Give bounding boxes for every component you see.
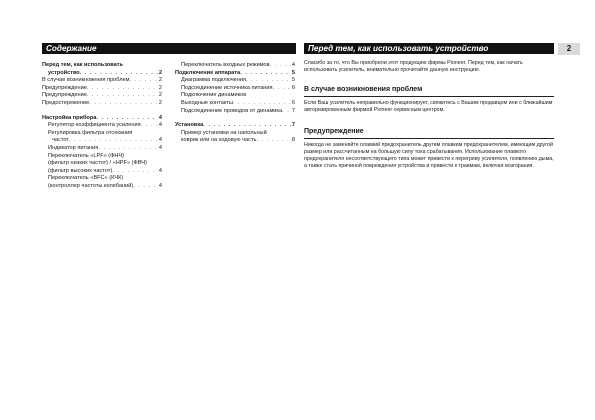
toc-entry-page: 2 [158, 69, 162, 76]
section-rule [304, 138, 554, 139]
toc-entry[interactable] [175, 108, 295, 116]
toc-entry-page: 4 [158, 122, 162, 129]
toc-entry[interactable] [42, 137, 162, 145]
toc-entry-title: Переключатель входных режимов [181, 62, 270, 68]
toc-entry-title: (фильтр низких частот) / «HPF» (ФВЧ) [48, 160, 147, 167]
toc-entry-page: 6 [291, 84, 295, 91]
toc-entry-title: (фильтр высоких частот) [48, 167, 113, 174]
toc-entry-title: Предостережение [42, 99, 90, 106]
toc-entry-page: 4 [158, 137, 162, 144]
toc-entry[interactable] [42, 122, 162, 130]
toc-entry-title: (контроллер частоты колебаний) [48, 182, 134, 189]
toc-leader-dots [87, 85, 158, 93]
toc-entry-title: Регулятор коэффициента усиления [48, 122, 141, 129]
toc-entry[interactable] [42, 115, 162, 123]
toc-leader-dots [282, 108, 291, 116]
toc-entry-title: Установка [175, 122, 204, 129]
toc-entry-title: Переключатель «LPF» (ФНЧ) [48, 152, 125, 159]
toc-entry-title: Подключение динамиков [181, 92, 247, 99]
before-use-header: Перед тем, как использовать устройство [304, 43, 554, 54]
toc-entry-page: 2 [158, 77, 162, 84]
toc-entry-page: 2 [158, 84, 162, 91]
toc-entry-title: коврик или на ходовую часть [181, 137, 257, 144]
toc-leader-dots [272, 85, 290, 93]
toc-entry[interactable] [175, 130, 295, 138]
toc-entry[interactable] [42, 62, 162, 70]
toc-entry-title: В случае возникновения проблем [42, 77, 130, 84]
toc-leader-dots [240, 70, 291, 78]
toc-entry[interactable] [175, 62, 295, 70]
toc-entry-title: Перед тем, как использовать [42, 62, 123, 68]
toc-leader-dots [98, 145, 158, 153]
toc-entry-page: 4 [158, 182, 162, 189]
toc-entry-title: частот [52, 137, 69, 144]
toc-entry-page: 7 [291, 107, 295, 114]
toc-leader-dots [233, 100, 291, 108]
toc-leader-dots [87, 92, 158, 100]
toc-column-1 [42, 62, 162, 191]
toc-entry-page: 4 [158, 114, 162, 121]
toc-entry-page: 5 [291, 69, 295, 76]
toc-entry[interactable] [175, 92, 295, 100]
section-rule [304, 96, 554, 97]
toc-entry[interactable] [42, 153, 162, 161]
toc-entry[interactable] [175, 122, 295, 130]
troubleshooting-heading: В случае возникновения проблем [304, 86, 423, 93]
toc-entry[interactable] [42, 183, 162, 191]
toc-entry[interactable] [42, 130, 162, 138]
toc-entry-title: Настройка прибора [42, 114, 97, 121]
toc-column-2 [175, 62, 295, 145]
toc-entry-page: 4 [291, 62, 295, 68]
toc-entry[interactable] [175, 100, 295, 108]
warning-heading: Предупреждение [304, 128, 364, 135]
toc-entry-title: Пример установки на напольный [181, 129, 267, 136]
toc-leader-dots [141, 122, 158, 130]
intro-text: Спасибо за то, что Вы приобрели этот продукцию фирмы Pioneer. Перед тем, как начать использовать усилитель, внимательно прочитайте данную инструкцию. [304, 60, 523, 73]
toc-entry[interactable] [42, 168, 162, 176]
toc-entry-title: Выходные контакты [181, 99, 233, 106]
toc-entry[interactable] [42, 175, 162, 183]
toc-leader-dots [203, 122, 291, 130]
toc-entry-title: Подсоединение источника питания [181, 84, 273, 91]
toc-entry[interactable] [175, 137, 295, 145]
toc-entry-title: Индикатор питания [48, 144, 99, 151]
toc-entry-page: 7 [291, 122, 295, 129]
toc-entry[interactable] [175, 85, 295, 93]
toc-entry[interactable] [175, 70, 295, 78]
page-number: 2 [558, 43, 580, 55]
toc-leader-dots [256, 137, 290, 145]
toc-entry-title: Предупреждение [42, 84, 87, 91]
toc-entry[interactable] [42, 100, 162, 108]
toc-entry-title: Подсоединение проводов от динамика [181, 107, 283, 114]
toc-entry-page: 2 [158, 92, 162, 99]
contents-header: Содержание [42, 43, 296, 54]
toc-leader-dots [246, 77, 291, 85]
toc-leader-dots [270, 62, 291, 70]
toc-entry-title: Предупреждение [42, 92, 87, 99]
toc-entry[interactable] [42, 70, 162, 78]
toc-gap [175, 115, 295, 122]
toc-entry-page: 4 [158, 144, 162, 151]
toc-entry-page: 2 [158, 99, 162, 106]
toc-entry-title: Переключатель «BFC» (КЧК) [48, 175, 124, 182]
toc-leader-dots [112, 168, 158, 176]
toc-leader-dots [69, 137, 158, 145]
toc-entry-title: Регулировка фильтра отсекания [48, 129, 133, 136]
warning-text: Никогда не заменяйте плавкий предохранитель другим плавким предохранителем, имеющим другой размер или рассчитанным на большую силу тока срабатывания. Использование плавкого предохранителя несоответствующего типа может привести к перегреву усилителя, появлению дыма, а также стать причиной повреждения устройства и привести к травмам, включая возгорания. [304, 142, 554, 169]
toc-leader-dots [96, 115, 158, 123]
toc-entry[interactable] [42, 160, 162, 168]
troubleshooting-text: Если Ваш усилитель неправильно функционирует, свяжитесь с Вашим продавцом или с ближайшим авторизированным фирмой Pioneer сервисным центром. [304, 100, 553, 113]
toc-entry-title: Подключение аппарата [175, 69, 241, 76]
toc-entry-page: 5 [291, 77, 295, 84]
toc-leader-dots [133, 183, 158, 191]
toc-entry-page: 6 [291, 99, 295, 106]
toc-entry-page: 8 [291, 137, 295, 144]
toc-gap [42, 108, 162, 115]
toc-leader-dots [89, 100, 158, 108]
toc-entry[interactable] [42, 92, 162, 100]
toc-entry-title: Диаграмма подключения [181, 77, 247, 84]
toc-entry[interactable] [42, 85, 162, 93]
toc-entry[interactable] [42, 145, 162, 153]
toc-leader-dots [129, 77, 157, 85]
toc-entry[interactable] [42, 77, 162, 85]
toc-entry[interactable] [175, 77, 295, 85]
toc-leader-dots [80, 70, 158, 78]
toc-entry-title: устройство [48, 69, 80, 76]
toc-entry-page: 4 [158, 167, 162, 174]
